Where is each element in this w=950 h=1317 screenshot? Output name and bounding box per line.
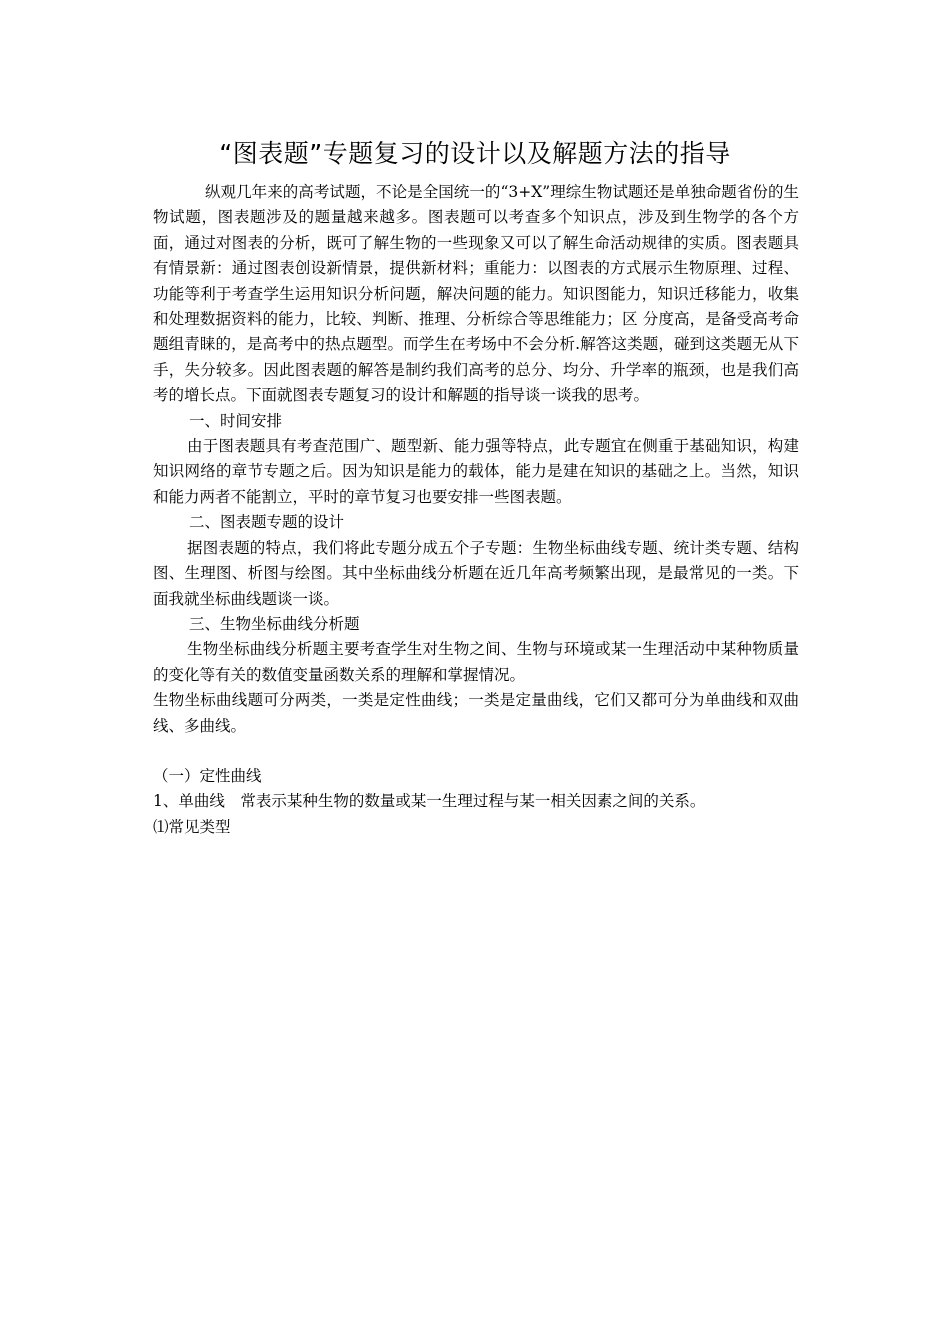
intro-paragraph: 纵观几年来的高考试题，不论是全国统一的“3+X”理综生物试题还是单独命题省份的生物试题，图表题涉及的题量越来越多。图表题可以考查多个知识点，涉及到生物学的各个方面，通过对图表的分析，既可了解生物的一些现象又可以了解生命活动规律的实质。图表题具有情景新：通过图表创设新情景，提供新材料；重能力：以图表的方式展示生物原理、过程、功能等利于考查学生运用知识分析问题，解决问题的能力。知识图能力，知识迁移能力，收集和处理数据资料的能力，比较、判断、推理、分析综合等思维能力；区 分度高，是备受高考命题组青睐的，是高考中的热点题型。而学生在考场中不会分析.解答这类题，碰到这类题无从下手，失分较多。因此图表题的解答是制约我们高考的总分、均分、升学率的瓶颈，也是我们高考的增长点。下面就图表专题复习的设计和解题的指导谈一谈我的思考。 xyxy=(153,183,799,405)
section-paragraph-time: 由于图表题具有考查范围广、题型新、能力强等特点，此专题宜在侧重于基础知识，构建知识网络的章节专题之后。因为知识是能力的载体，能力是建在知识的基础之上。当然，知识和能力两者不能割立，平时的章节复习也要安排一些图表题。 xyxy=(153,437,799,506)
section-paragraph-curve-types: 生物坐标曲线题可分两类，一类是定性曲线；一类是定量曲线，它们又都可分为单曲线和双曲线、多曲线。 xyxy=(153,691,799,735)
paragraph-gap xyxy=(153,739,799,764)
section-heading-time: 一、时间安排 xyxy=(189,411,283,430)
section-heading-curve: 三、生物坐标曲线分析题 xyxy=(189,614,360,633)
list-item-common-types: ⑴常见类型 xyxy=(153,817,231,836)
section-paragraph-curve: 生物坐标曲线分析题主要考查学生对生物之间、生物与环境或某一生理活动中某种物质量的变化等有关的数值变量函数关系的理解和掌握情况。 xyxy=(153,640,799,684)
document-title: “图表题”专题复习的设计以及解题方法的指导 xyxy=(219,139,731,168)
section-paragraph-design: 据图表题的特点，我们将此专题分成五个子专题：生物坐标曲线专题、统计类专题、结构图、生理图、析图与绘图。其中坐标曲线分析题在近几年高考频繁出现，是最常见的一类。下面我就坐标曲线题谈一谈。 xyxy=(153,538,799,608)
subsection-heading-qualitative: （一）定性曲线 xyxy=(153,766,262,785)
section-heading-design: 二、图表题专题的设计 xyxy=(189,513,345,532)
list-item-single-curve: 1、单曲线 常表示某种生物的数量或某一生理过程与某一相关因素之间的关系。 xyxy=(153,792,706,811)
document-body xyxy=(153,180,799,840)
